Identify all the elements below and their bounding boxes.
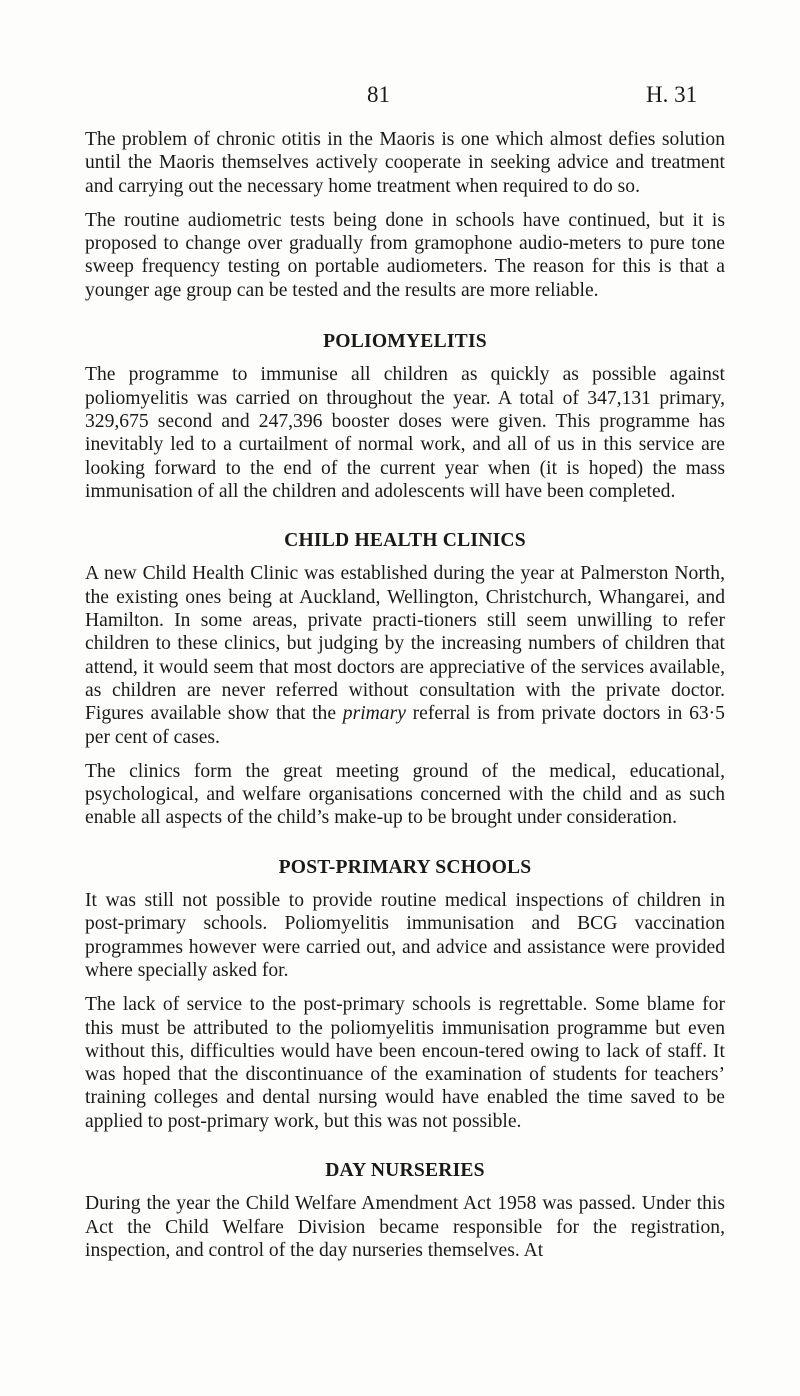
heading-day-nurseries: DAY NURSERIES (325, 1159, 485, 1181)
document-reference: H. 31 (646, 82, 698, 107)
page-number: 81 (367, 82, 390, 107)
paragraph-new-clinic-tail: referral is from private doctors in 63·5 per cent of cases. (85, 703, 725, 748)
paragraph-audiometric-tests: The routine audiometric tests being done in schools have continued, but it is proposed to change over gradually from gramophone audio-meters to pure tone sweep frequency testing on portable audiometers. The reason for this is that a younger age group can be tested and the results are more reliable. (85, 209, 725, 301)
page-body (85, 128, 725, 1273)
emphasis-primary: primary (342, 703, 406, 725)
paragraph-new-clinic-text: A new Child Health Clinic was established during the year at Palmerston North, the existing ones being at Auckland, Wellington, Christchurch, Whangarei, and Hamilton. In some areas, private practi-tioners still seem unwilling to refer children to these clinics, but judging by the increasing numbers of children that attend, it would seem that most doctors are appreciative of the services available, as children are never referred without consultation with the private doctor. Figures available show that the (85, 563, 725, 725)
paragraph-otitis: The problem of chronic otitis in the Maoris is one which almost defies solution until the Maoris themselves actively cooperate in seeking advice and treatment and carrying out the necessary home treatment when required to do so. (85, 129, 725, 197)
page-header (0, 82, 800, 112)
paragraph-clinics-meeting-ground: The clinics form the great meeting ground of the medical, educational, psychological, and welfare organisations concerned with the child and as such enable all aspects of the child’s make-up to be brought under consideration. (85, 760, 725, 829)
heading-child-health-clinics: CHILD HEALTH CLINICS (284, 530, 526, 552)
heading-post-primary-schools: POST-PRIMARY SCHOOLS (278, 856, 532, 878)
paragraph-new-clinic (85, 562, 725, 748)
heading-poliomyelitis: POLIOMYELITIS (323, 331, 487, 353)
paragraph-immunisation-programme: The programme to immunise all children as quickly as possible against poliomyelitis was carried on throughout the year. A total of 347,131 primary, 329,675 second and 247,396 booster doses were given. This programme has inevitably led to a curtailment of normal work, and all of us in this service are looking forward to the end of the current year when (it is hoped) the mass immunisation of all the children and adolescents will have been completed. (85, 364, 725, 502)
paragraph-inspections: It was still not possible to provide routine medical inspections of children in post-primary schools. Poliomyelitis immunisation and BCG vaccination programmes however were carried out, and advice and assistance were provided where specially asked for. (85, 890, 725, 981)
paragraph-amendment-act: During the year the Child Welfare Amendment Act 1958 was passed. Under this Act the Child Welfare Division became responsible for the registration, inspection, and control of the day nurseries themselves. At (85, 1193, 725, 1261)
paragraph-lack-of-service: The lack of service to the post-primary schools is regrettable. Some blame for this must be attributed to the poliomyelitis immunisation programme but even without this, difficulties would have been encoun-tered owing to lack of staff. It was hoped that the discontinuance of the examination of students for teachers’ training colleges and dental nursing would have enabled the time saved to be applied to post-primary work, but this was not possible. (85, 994, 725, 1132)
